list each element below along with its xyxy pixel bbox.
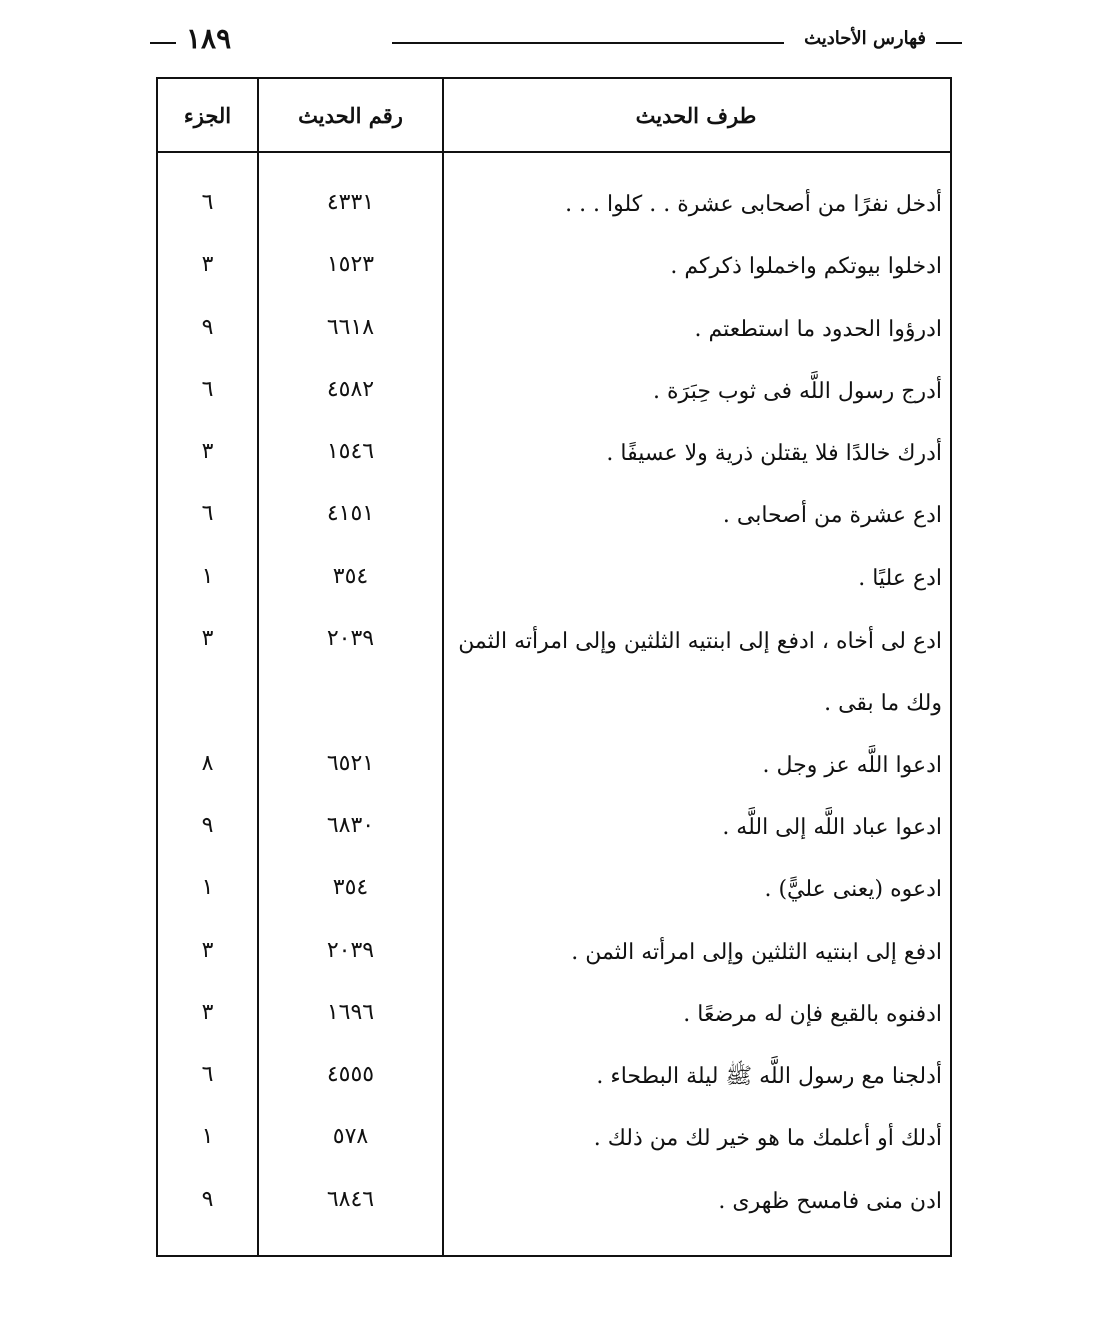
volume-number: ٣ bbox=[201, 439, 214, 465]
table-row bbox=[158, 175, 950, 237]
hadith-number: ١٥٢٣ bbox=[326, 252, 375, 278]
hadith-number: ٤٥٥٥ bbox=[326, 1062, 375, 1088]
table-row bbox=[158, 1172, 950, 1234]
hadith-number: ٤١٥١ bbox=[326, 501, 375, 527]
hadith-text: ادفع إلى ابنتيه الثلثين وإلى امرأته الثمن . bbox=[571, 939, 942, 965]
hadith-text: ادخلوا بيوتكم واخملوا ذكركم . bbox=[670, 254, 942, 280]
column-header-volume: الجزء bbox=[183, 103, 232, 128]
hadith-text: ادع عليًا . bbox=[858, 565, 942, 591]
column-header-text: طرف الحديث bbox=[635, 103, 757, 128]
hadith-text: ادفنوه بالقيع فإن له مرضعًا . bbox=[683, 1001, 942, 1027]
table-row bbox=[158, 923, 950, 985]
hadith-number: ٦٦١٨ bbox=[326, 314, 375, 340]
hadith-text: ادع لى أخاه ، ادفع إلى ابنتيه الثلثين وإلى امرأته الثمن ولك ما بقى . bbox=[458, 629, 942, 717]
table-row bbox=[158, 300, 950, 362]
volume-number: ٣ bbox=[201, 626, 214, 652]
running-header bbox=[150, 22, 962, 62]
header-rule-left bbox=[150, 42, 176, 44]
hadith-number: ٢٠٣٩ bbox=[326, 626, 375, 652]
table-row bbox=[158, 985, 950, 1047]
volume-number: ٨ bbox=[201, 750, 214, 776]
hadith-text: ادعوا اللَّه عز وجل . bbox=[762, 752, 942, 778]
hadith-text: ادعوه (يعنى عليًّ) . bbox=[764, 877, 942, 903]
hadith-text: ادعوا عباد اللَّه إلى اللَّه . bbox=[722, 814, 942, 840]
volume-number: ٦ bbox=[201, 501, 214, 527]
volume-number: ٦ bbox=[201, 1062, 214, 1088]
page-number: ١٨٩ bbox=[186, 22, 232, 55]
hadith-number: ٥٧٨ bbox=[332, 1124, 369, 1150]
hadith-text: أدرك خالدًا فلا يقتلن ذرية ولا عسيفًا . bbox=[606, 441, 942, 467]
hadith-number: ٣٥٤ bbox=[332, 875, 369, 901]
table-row bbox=[158, 549, 950, 611]
hadith-number: ٤٣٣١ bbox=[326, 190, 375, 215]
table-row bbox=[158, 611, 950, 736]
hadith-text: ادع عشرة من أصحابى . bbox=[722, 503, 942, 529]
hadith-text: ادرؤوا الحدود ما استطعتم . bbox=[694, 316, 942, 342]
hadith-number: ١٦٩٦ bbox=[326, 999, 375, 1025]
table-row bbox=[158, 486, 950, 548]
volume-number: ١ bbox=[201, 1124, 214, 1150]
volume-number: ٣ bbox=[201, 252, 214, 278]
volume-number: ٩ bbox=[201, 812, 214, 838]
volume-number: ٣ bbox=[201, 999, 214, 1025]
volume-number: ٦ bbox=[201, 190, 214, 215]
hadith-number: ٢٠٣٩ bbox=[326, 937, 375, 963]
hadith-text: ادن منى فامسح ظهرى . bbox=[718, 1188, 942, 1214]
volume-number: ١ bbox=[201, 875, 214, 901]
column-header-number: رقم الحديث bbox=[298, 103, 403, 128]
header-rule bbox=[392, 42, 784, 44]
table-body bbox=[158, 175, 950, 1234]
hadith-number: ٦٨٤٦ bbox=[326, 1186, 375, 1212]
hadith-text: أدلجنا مع رسول اللَّه ﷺ ليلة البطحاء . bbox=[596, 1064, 942, 1090]
hadith-text: أدرج رسول اللَّه فى ثوب حِبَرَة . bbox=[653, 378, 942, 404]
volume-number: ٩ bbox=[201, 314, 214, 340]
table-row bbox=[158, 362, 950, 424]
table-row bbox=[158, 237, 950, 299]
table-row bbox=[158, 798, 950, 860]
hadith-number: ٦٨٣٠ bbox=[326, 812, 375, 838]
header-divider bbox=[158, 151, 950, 153]
hadith-number: ١٥٤٦ bbox=[326, 439, 375, 465]
volume-number: ٦ bbox=[201, 376, 214, 402]
hadith-index-table bbox=[156, 77, 952, 1257]
volume-number: ٣ bbox=[201, 937, 214, 963]
volume-number: ١ bbox=[201, 563, 214, 589]
header-rule-right bbox=[936, 42, 962, 44]
table-row bbox=[158, 1109, 950, 1171]
table-row bbox=[158, 860, 950, 922]
volume-number: ٩ bbox=[201, 1186, 214, 1212]
hadith-text: أدلك أو أعلمك ما هو خير لك من ذلك . bbox=[593, 1126, 942, 1152]
table-row bbox=[158, 736, 950, 798]
table-row bbox=[158, 424, 950, 486]
section-title: فهارس الأحاديث bbox=[804, 28, 926, 49]
hadith-text: أدخل نفرًا من أصحابى عشرة . . كلوا . . . bbox=[565, 192, 942, 217]
hadith-number: ٦٥٢١ bbox=[326, 750, 375, 776]
hadith-number: ٣٥٤ bbox=[332, 563, 369, 589]
table-row bbox=[158, 1047, 950, 1109]
hadith-number: ٤٥٨٢ bbox=[326, 376, 375, 402]
